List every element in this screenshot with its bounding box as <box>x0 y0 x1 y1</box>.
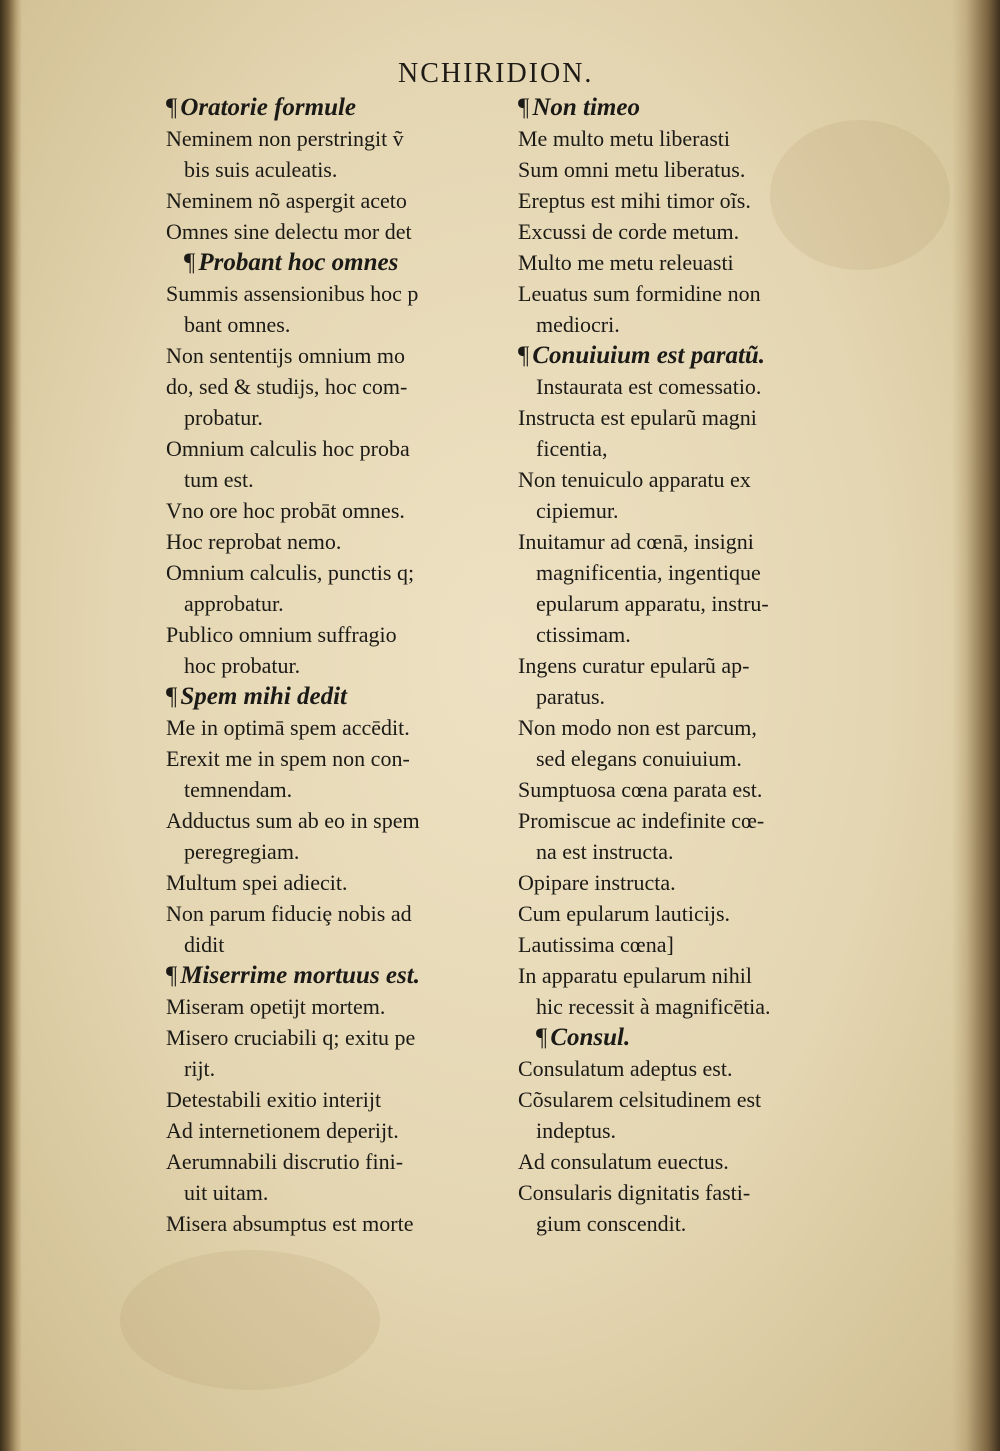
pilcrow-icon: ¶ <box>518 94 530 121</box>
text-line <box>518 991 878 1022</box>
line-text: Misera absumptus est morte <box>166 1211 414 1236</box>
line-text: Instructa est epularũ magni <box>518 405 757 430</box>
text-line <box>166 774 526 805</box>
text-line <box>518 1084 878 1115</box>
paper-stain <box>120 1250 380 1390</box>
line-text: Non modo non est parcum, <box>518 715 757 740</box>
line-text: Lautissima cœna] <box>518 932 674 957</box>
line-text: Ad internetionem deperijt. <box>166 1118 399 1143</box>
text-line <box>166 619 526 650</box>
text-line <box>166 526 526 557</box>
section-heading <box>166 92 526 123</box>
text-line <box>166 216 526 247</box>
line-text: Promiscue ac indefinite cœ- <box>518 808 765 833</box>
line-text: na est instructa. <box>536 839 674 864</box>
line-text: Summis assensionibus hoc p <box>166 281 419 306</box>
text-line <box>166 1022 526 1053</box>
line-text: Inuitamur ad cœnā, insigni <box>518 529 754 554</box>
section-heading <box>518 1022 878 1053</box>
line-text: Sum omni metu liberatus. <box>518 157 746 182</box>
line-text: Non parum fiduciȩ nobis ad <box>166 901 412 926</box>
line-text: approbatur. <box>184 591 284 616</box>
text-line <box>166 650 526 681</box>
text-line <box>166 1115 526 1146</box>
line-text: Consul. <box>550 1024 631 1051</box>
text-line <box>518 650 878 681</box>
text-line <box>518 309 878 340</box>
line-text: Omnium calculis hoc proba <box>166 436 410 461</box>
line-text: paratus. <box>536 684 606 709</box>
text-line <box>518 867 878 898</box>
text-line <box>166 805 526 836</box>
text-line <box>166 1177 526 1208</box>
text-line <box>518 464 878 495</box>
line-text: hic recessit à magnificētia. <box>536 994 771 1019</box>
text-line <box>166 1146 526 1177</box>
text-line <box>166 495 526 526</box>
spine-shadow <box>0 0 22 1451</box>
line-text: Cõsularem celsitudinem est <box>518 1087 762 1112</box>
text-line <box>518 681 878 712</box>
text-line <box>518 371 878 402</box>
pilcrow-icon: ¶ <box>166 683 178 710</box>
text-line <box>166 867 526 898</box>
text-line <box>166 1208 526 1239</box>
line-text: In apparatu epularum nihil <box>518 963 752 988</box>
line-text: Detestabili exitio interijt <box>166 1087 382 1112</box>
text-line <box>518 743 878 774</box>
line-text: bis suis aculeatis. <box>184 157 338 182</box>
text-line <box>166 929 526 960</box>
line-text: cipiemur. <box>536 498 619 523</box>
text-line <box>518 1208 878 1239</box>
line-text: Sumptuosa cœna parata est. <box>518 777 763 802</box>
section-heading <box>518 340 878 371</box>
text-line <box>518 1115 878 1146</box>
left-column <box>166 92 526 1239</box>
text-line <box>166 278 526 309</box>
text-line <box>166 557 526 588</box>
line-text: Ereptus est mihi timor oĩs. <box>518 188 751 213</box>
line-text: temnendam. <box>184 777 293 802</box>
line-text: Me in optimā spem accēdit. <box>166 715 410 740</box>
text-line <box>518 495 878 526</box>
text-line <box>518 247 878 278</box>
line-text: Oratorie formule <box>180 94 357 121</box>
line-text: Multo me metu releuasti <box>518 250 734 275</box>
line-text: Instaurata est comessatio. <box>536 374 762 399</box>
line-text: Publico omnium suffragio <box>166 622 397 647</box>
text-line <box>518 898 878 929</box>
line-text: ctissimam. <box>536 622 631 647</box>
line-text: Aerumnabili discrutio fini- <box>166 1149 404 1174</box>
page-edge-shadow <box>952 0 1000 1451</box>
line-text: Non tenuiculo apparatu ex <box>518 467 751 492</box>
line-text: peregregiam. <box>184 839 300 864</box>
line-text: Leuatus sum formidine non <box>518 281 761 306</box>
text-line <box>166 123 526 154</box>
line-text: Neminem nõ aspergit aceto <box>166 188 407 213</box>
text-line <box>518 123 878 154</box>
line-text: Probant hoc omnes <box>198 249 399 276</box>
text-line <box>166 898 526 929</box>
text-line <box>166 1084 526 1115</box>
text-line <box>518 154 878 185</box>
section-heading <box>166 960 526 991</box>
text-line <box>166 371 526 402</box>
text-line <box>518 805 878 836</box>
line-text: Consulatum adeptus est. <box>518 1056 733 1081</box>
text-line <box>518 433 878 464</box>
line-text: Excussi de corde metum. <box>518 219 740 244</box>
line-text: tum est. <box>184 467 254 492</box>
section-heading <box>518 92 878 123</box>
pilcrow-icon: ¶ <box>166 962 178 989</box>
pilcrow-icon: ¶ <box>184 249 196 276</box>
line-text: bant omnes. <box>184 312 291 337</box>
text-line <box>166 402 526 433</box>
line-text: sed elegans conuiuium. <box>536 746 742 771</box>
text-line <box>518 557 878 588</box>
line-text: Cum epularum lauticijs. <box>518 901 731 926</box>
text-line <box>518 929 878 960</box>
text-line <box>166 743 526 774</box>
line-text: gium conscendit. <box>536 1211 687 1236</box>
pilcrow-icon: ¶ <box>536 1024 548 1051</box>
text-line <box>166 991 526 1022</box>
line-text: Hoc reprobat nemo. <box>166 529 342 554</box>
line-text: Conuiuium est paratũ. <box>532 342 766 369</box>
text-line <box>166 340 526 371</box>
section-heading <box>166 681 526 712</box>
text-line <box>518 1146 878 1177</box>
text-line <box>518 960 878 991</box>
text-line <box>518 216 878 247</box>
line-text: Opipare instructa. <box>518 870 676 895</box>
line-text: Vno ore hoc probāt omnes. <box>166 498 405 523</box>
section-heading <box>166 247 526 278</box>
line-text: Spem mihi dedit <box>180 683 348 710</box>
text-line <box>518 185 878 216</box>
line-text: Ad consulatum euectus. <box>518 1149 729 1174</box>
line-text: Erexit me in spem non con- <box>166 746 410 771</box>
line-text: magnificentia, ingentique <box>536 560 761 585</box>
pilcrow-icon: ¶ <box>166 94 178 121</box>
line-text: rijt. <box>184 1056 216 1081</box>
line-text: Multum spei adiecit. <box>166 870 348 895</box>
line-text: Consularis dignitatis fasti- <box>518 1180 751 1205</box>
text-line <box>518 774 878 805</box>
line-text: probatur. <box>184 405 263 430</box>
line-text: do, sed & studijs, hoc com- <box>166 374 408 399</box>
text-line <box>518 619 878 650</box>
line-text: indeptus. <box>536 1118 617 1143</box>
line-text: Miseram opetijt mortem. <box>166 994 386 1019</box>
line-text: Me multo metu liberasti <box>518 126 731 151</box>
line-text: Neminem non perstringit ṽ <box>166 126 404 151</box>
text-line <box>166 588 526 619</box>
text-line <box>166 433 526 464</box>
text-line <box>518 712 878 743</box>
pilcrow-icon: ¶ <box>518 342 530 369</box>
line-text: ficentia, <box>536 436 608 461</box>
line-text: Ingens curatur epularũ ap- <box>518 653 750 678</box>
text-line <box>518 402 878 433</box>
text-line <box>166 154 526 185</box>
text-line <box>518 1053 878 1084</box>
text-line <box>166 1053 526 1084</box>
line-text: Adductus sum ab eo in spem <box>166 808 420 833</box>
text-line <box>518 836 878 867</box>
line-text: Non timeo <box>532 94 640 121</box>
line-text: Omnium calculis, punctis q; <box>166 560 415 585</box>
text-line <box>518 1177 878 1208</box>
text-line <box>518 588 878 619</box>
line-text: hoc probatur. <box>184 653 301 678</box>
running-head: NCHIRIDION. <box>398 58 594 89</box>
line-text: Miserrime mortuus est. <box>180 962 420 989</box>
line-text: didit <box>184 932 225 957</box>
line-text: Misero cruciabili q; exitu pe <box>166 1025 416 1050</box>
line-text: Omnes sine delectu mor det <box>166 219 412 244</box>
text-line <box>166 185 526 216</box>
text-line <box>166 836 526 867</box>
right-column <box>518 92 878 1239</box>
text-line <box>166 712 526 743</box>
text-line <box>518 278 878 309</box>
line-text: epularum apparatu, instru- <box>536 591 769 616</box>
text-line <box>166 309 526 340</box>
line-text: Non sententijs omnium mo <box>166 343 405 368</box>
text-line <box>518 526 878 557</box>
line-text: uit uitam. <box>184 1180 269 1205</box>
line-text: mediocri. <box>536 312 620 337</box>
text-line <box>166 464 526 495</box>
